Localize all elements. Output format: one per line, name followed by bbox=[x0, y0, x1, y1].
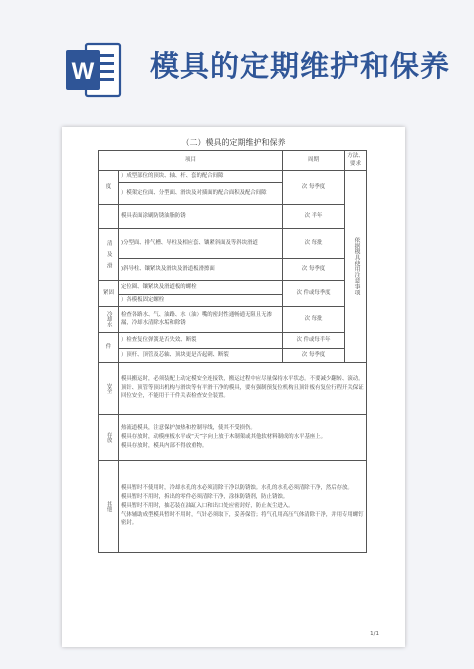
other-paragraph: 模具暂时不使用时，冷却水孔的水必须清除干净以防锈蚀。水孔的水孔必须清除干净，然后存放。 bbox=[121, 485, 353, 491]
item-cell: ）成型部位的顶块、轴、杆、套的配合间隙 bbox=[119, 170, 283, 182]
category-cell bbox=[99, 362, 119, 414]
category-cell: 件 bbox=[99, 332, 119, 362]
table-row bbox=[99, 280, 367, 294]
item-cell: 检查各路水、气、油路、水（油）嘴的密封性通畅通无阻且无渗漏，冷却水清除水垢和除锈 bbox=[119, 306, 283, 332]
safety-paragraph: 顶针、顶管等顶出机构与滑块等有平滑干净的模具，要有强制预复位机构且顶针板有复位行程开关保证回位安全，不能用于干件关表检查安全装置。 bbox=[121, 385, 364, 400]
item-cell: 定位圈、镶紧块及滑道板的螺栓 bbox=[119, 280, 283, 294]
storage-text bbox=[119, 414, 367, 460]
storage-paragraph: 模具存放时，模具内部不得放重物。 bbox=[121, 442, 208, 449]
safety-paragraph: 模具搬运时，必须装配上动定模安全连接铁，搬运过程中应尽量保持水平状态。不要减少翻转、滚动。 bbox=[121, 376, 364, 383]
period-cell: 次 件或每季度 bbox=[283, 280, 345, 306]
document-title: （二）模具的定期维护和保养 bbox=[181, 138, 286, 147]
period-cell: 次 件或每半年 bbox=[283, 332, 345, 348]
safety-text bbox=[119, 362, 367, 414]
storage-paragraph: 热流道模具，注意保护加热和控制导线，使其不受损伤。 bbox=[121, 424, 256, 431]
table-row bbox=[99, 204, 367, 228]
period-cell: 次 每季度 bbox=[283, 170, 345, 204]
document-banner bbox=[0, 0, 474, 118]
other-paragraph: 模具暂时不用时，抽芯装在油缸入口和出口处应密封好，防止灰尘进入。 bbox=[121, 503, 294, 510]
word-icon-letter: W bbox=[71, 58, 95, 85]
header-method: 方法、要求 bbox=[345, 151, 367, 171]
storage-paragraph: 模具存放时，动模座板水平或“天”字向上放于木制架或其他软材料制成的水平基座上。 bbox=[121, 433, 327, 440]
table-row-other bbox=[99, 460, 367, 552]
table-row bbox=[99, 348, 367, 362]
category-cell: 度 bbox=[99, 170, 119, 204]
table-row-storage bbox=[99, 414, 367, 460]
item-cell: ）模架定位面、分型面、滑块及对插面的配合面积及配合间隙 bbox=[119, 182, 283, 204]
table-row bbox=[99, 258, 367, 280]
category-label-cooling: 冷却水 bbox=[105, 311, 112, 328]
category-cell bbox=[99, 204, 119, 228]
method-text: 依据模具使用注意事项 bbox=[353, 237, 360, 296]
item-cell: ）检查复位弹簧是否失效、断裂 bbox=[119, 332, 283, 348]
category-cell bbox=[99, 228, 119, 280]
table-row bbox=[99, 332, 367, 348]
category-label-clean: 清 及 滑 bbox=[105, 240, 112, 269]
table-row bbox=[99, 228, 367, 258]
method-cell bbox=[345, 170, 367, 362]
maintenance-table bbox=[98, 150, 367, 553]
item-cell: ）各模板固定螺栓 bbox=[119, 294, 283, 306]
item-cell: ）顶杆、顶管及芯轴、顶块更是否起刺、断裂 bbox=[119, 348, 283, 362]
document-page bbox=[62, 127, 405, 647]
period-cell: 次 每批 bbox=[283, 228, 345, 258]
table-row-safety bbox=[99, 362, 367, 414]
category-label-other: 其他 bbox=[105, 500, 112, 512]
period-cell: 次 每季度 bbox=[283, 258, 345, 280]
category-label-storage: 存放 bbox=[105, 431, 112, 443]
word-document-icon bbox=[64, 40, 124, 100]
header-item: 项目 bbox=[99, 151, 283, 171]
table-row bbox=[99, 306, 367, 332]
category-label-safety: 安全 bbox=[105, 382, 112, 394]
table-row bbox=[99, 170, 367, 182]
page-number: 1/1 bbox=[370, 631, 379, 637]
category-cell bbox=[99, 414, 119, 460]
period-cell: 次 每季度 bbox=[283, 348, 345, 362]
header-period: 周期 bbox=[283, 151, 345, 171]
other-paragraph: 气体辅助成型模具暂时不用时，气针必须取下，妥善保管；将气孔用高压气体清除干净，并用专用螺钉密封。 bbox=[121, 512, 364, 527]
period-cell: 次 每批 bbox=[283, 306, 345, 332]
item-cell: 模具表面涂刷防锈油脂防锈 bbox=[119, 204, 283, 228]
item-cell: )斜导柱、镶紧块及滑块及滑道板滑擦面 bbox=[119, 258, 283, 280]
other-paragraph: 模具暂时不用时，拆出的零件必须清除干净，涂抹防锈剂，防止锈蚀。 bbox=[121, 494, 289, 501]
category-cell bbox=[99, 460, 119, 552]
banner-title: 模具的定期维护和保养 bbox=[150, 49, 451, 83]
table-header-row bbox=[99, 151, 367, 171]
category-cell bbox=[99, 306, 119, 332]
other-text bbox=[119, 460, 367, 552]
category-cell: 紧固 bbox=[99, 280, 119, 306]
period-cell: 次 半年 bbox=[283, 204, 345, 228]
item-cell: )分型面、排气槽、导柱及相应套、镶紧斜面及等斜块滑道 bbox=[119, 228, 283, 258]
